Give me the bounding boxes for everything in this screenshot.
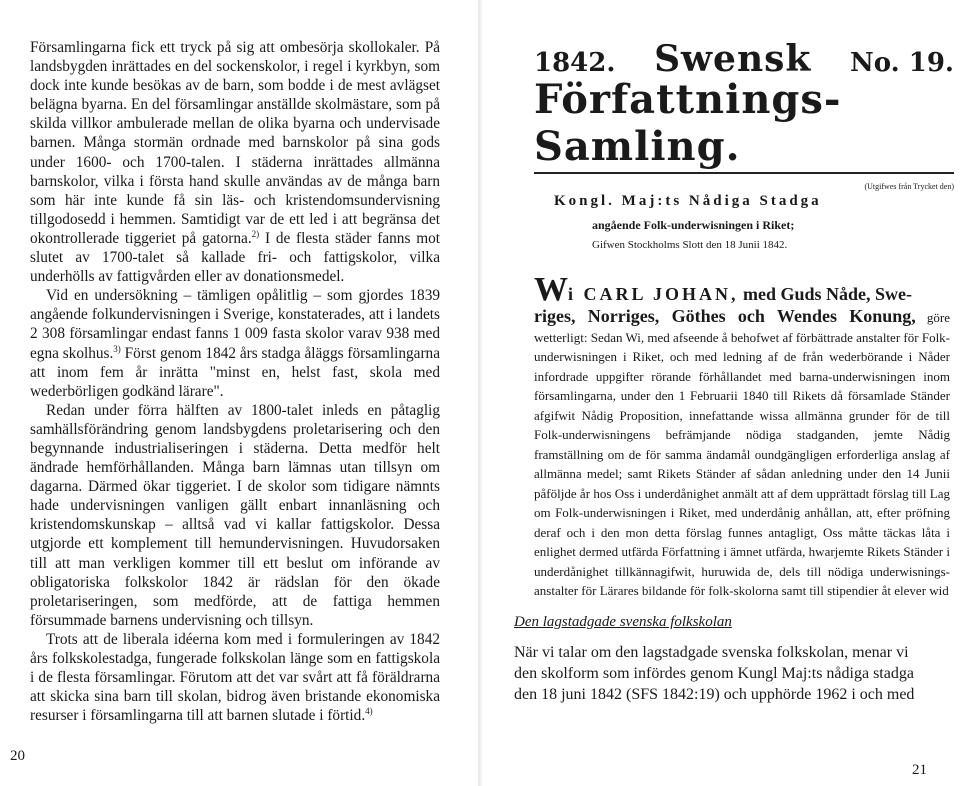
paragraph-3 bbox=[30, 401, 440, 630]
paragraph-text: I de flesta städer fanns mot slutet av 1700-talet så kallade fri- och fattigskolor, vilka underhölls av fattigvården eller av donationsmedel. bbox=[30, 229, 440, 286]
footnote-ref: 2) bbox=[251, 228, 260, 239]
right-page-body bbox=[514, 642, 922, 705]
page-number-right: 21 bbox=[912, 762, 927, 778]
sfs-king-name: i CARL JOHAN, bbox=[568, 284, 739, 304]
sfs-year: 1842. bbox=[534, 48, 616, 78]
sfs-line2: riges, Norriges, Göthes och Wendes Konung, bbox=[534, 306, 916, 326]
sfs-subheading: angående Folk-underwisningen i Riket; bbox=[592, 218, 795, 232]
paragraph-text: Trots att de liberala idéerna kom med i formuleringen av 1842 års folkskolestadga, fungerade folkskolan länge som en fattigskola i de flesta församlingar. Förutom att det var svårt att få föräldrarna att skicka sina barn till skolan, bidrog även bristande ekonomiska resurser i församlingarna till att barnen slutade i förtid. bbox=[30, 630, 440, 725]
sfs-title-line2: Författnings-Samling. bbox=[534, 76, 954, 174]
sfs-body bbox=[534, 273, 950, 601]
footnote-ref: 3) bbox=[113, 343, 121, 354]
paragraph-2 bbox=[30, 286, 440, 401]
right-page bbox=[482, 0, 960, 786]
sfs-heading: Kongl. Maj:ts Nådiga Stadga bbox=[554, 193, 822, 209]
sfs-line1-rest: med Guds Nåde, Swe- bbox=[738, 284, 913, 304]
paragraph-text: Vid en undersökning – tämligen opålitlig – som gjordes 1839 angående folkundervisningen i Sverige, konstaterades, att i landets 2 308 församlingar endast fanns 1 009 fasta skolor varav 938 med egna skolhus. bbox=[30, 287, 440, 362]
sfs-header-row bbox=[534, 38, 954, 80]
sfs-title-line1: Swensk bbox=[654, 38, 812, 80]
left-page bbox=[0, 0, 478, 786]
sfs-given: Gifwen Stockholms Slott den 18 Junii 1842. bbox=[592, 239, 788, 251]
sfs-body-text: Sedan Wi, med afseende å behofwet af förbättrade anstalter för Folk-underwisningen i Riket, och med ledning af de från wederbörande i Nåder infordrade uppgifter rörande förhållandet med barna-underwisningen inom församlingarna, under den 1 Februarii 1840 till Rikets då församlade Ständer afgifwit Nådig Proposition, innefattande wissa allmänna grunder för de till Folk-underwisningens befrämjande nödiga stadganden, jemte Nådig framställning om de för samma ändamål oundgängligen erforderliga anslag af allmänna medel; samt Rikets Ständer af sådan anledning under den 14 Junii påföljde år hos Oss i underdånighet anmält att af dem upprättadt förslag till Lag om Folk-underwisningen i Riket, med underdånig anhållan, att, efter pröfning deraf och i den mon detta förslag funnes antagligt, Oss måtte täckas låta i enlighet dermed utfärda Författning i ämnet utfärda, hwarjemte Rikets Ständer i underdånighet tillkännagifwit, huruwida de, dels till nödiga underwisnings-anstalter för Lärares bildande för folk-skolorna samt till stipendier åt elever wid bbox=[534, 329, 951, 598]
paragraph-text: Först genom 1842 års stadga åläggs församlingarna att inom fem år inrätta "minst en, helst fast, skola med wederbörligen godkänd lärare". bbox=[30, 344, 440, 400]
sfs-facsimile bbox=[534, 38, 954, 601]
footnote-ref: 4) bbox=[365, 706, 373, 717]
paragraph-text: Redan under förra hälften av 1800-talet inleds en påtaglig samhällsförändring genom landsbygdens proletarisering och den begynnande industrialiseringen i städerna. Detta medför helt ändrade hemförhållanden. Många barn lämnas utan tillsyn om dagarna. Därmed ökar tiggeriet. I de skolor som tidigare nämnts hade undervisningen vanligen gällt enbart innanläsning och kristendomskunskap – alltså vad vi kallar fattigskolor. Dessa utgjorde ett komplement till hemundervisningen. Huvudorsaken till att man verkligen kommer till ett beslut om införande av obligatoriska folkskolor 1842 är rädslan för den ökade proletariseringen, som medförde, att de fattiga hemmen försummade barnens undervisning och tillsyn. bbox=[30, 401, 440, 629]
paragraph-1 bbox=[30, 38, 440, 286]
page-number-left: 20 bbox=[10, 748, 25, 764]
left-page-body bbox=[30, 38, 440, 725]
sfs-number: No. 19. bbox=[849, 48, 954, 78]
sfs-note: (Utgifwes från Trycket den) bbox=[864, 182, 954, 191]
sfs-initial: W bbox=[534, 271, 568, 308]
paragraph: När vi talar om den lagstadgade svenska folkskolan, menar vi den skolform som infördes genom Kungl Maj:ts nådiga stadga den 18 juni 1842 (SFS 1842:19) och upphörde 1962 i och med bbox=[514, 644, 915, 703]
paragraph-text: Församlingarna fick ett tryck på sig att ombesörja skollokaler. På landsbygden inrättades en del sockenskolor, i regel i kyrkbyn, som dock inte kunde besökas av de barn, som bodde i de mest avlägset belägna byarna. En del församlingar anställde skolmästare, som på skilda villkor ambulerade mellan de olika byarna och undervisade barnen. Många stormän ordnade med barnskolor på sina gods under 1600- och 1700-talen. I städerna inrättades allmänna barnskolor, vilka i första hand skulle användas av de många barn som här inte kunde få sin läs- och kristendomsundervisning tillgodosedd i hemmen. Samtidigt var de ett led i att begränsa det okontrollerade tiggeriet på gatorna. bbox=[30, 39, 440, 247]
paragraph-4 bbox=[30, 630, 440, 725]
section-heading: Den lagstadgade svenska folkskolan bbox=[514, 614, 732, 630]
sfs-line2-rest: göre wetterligt: bbox=[534, 310, 950, 345]
